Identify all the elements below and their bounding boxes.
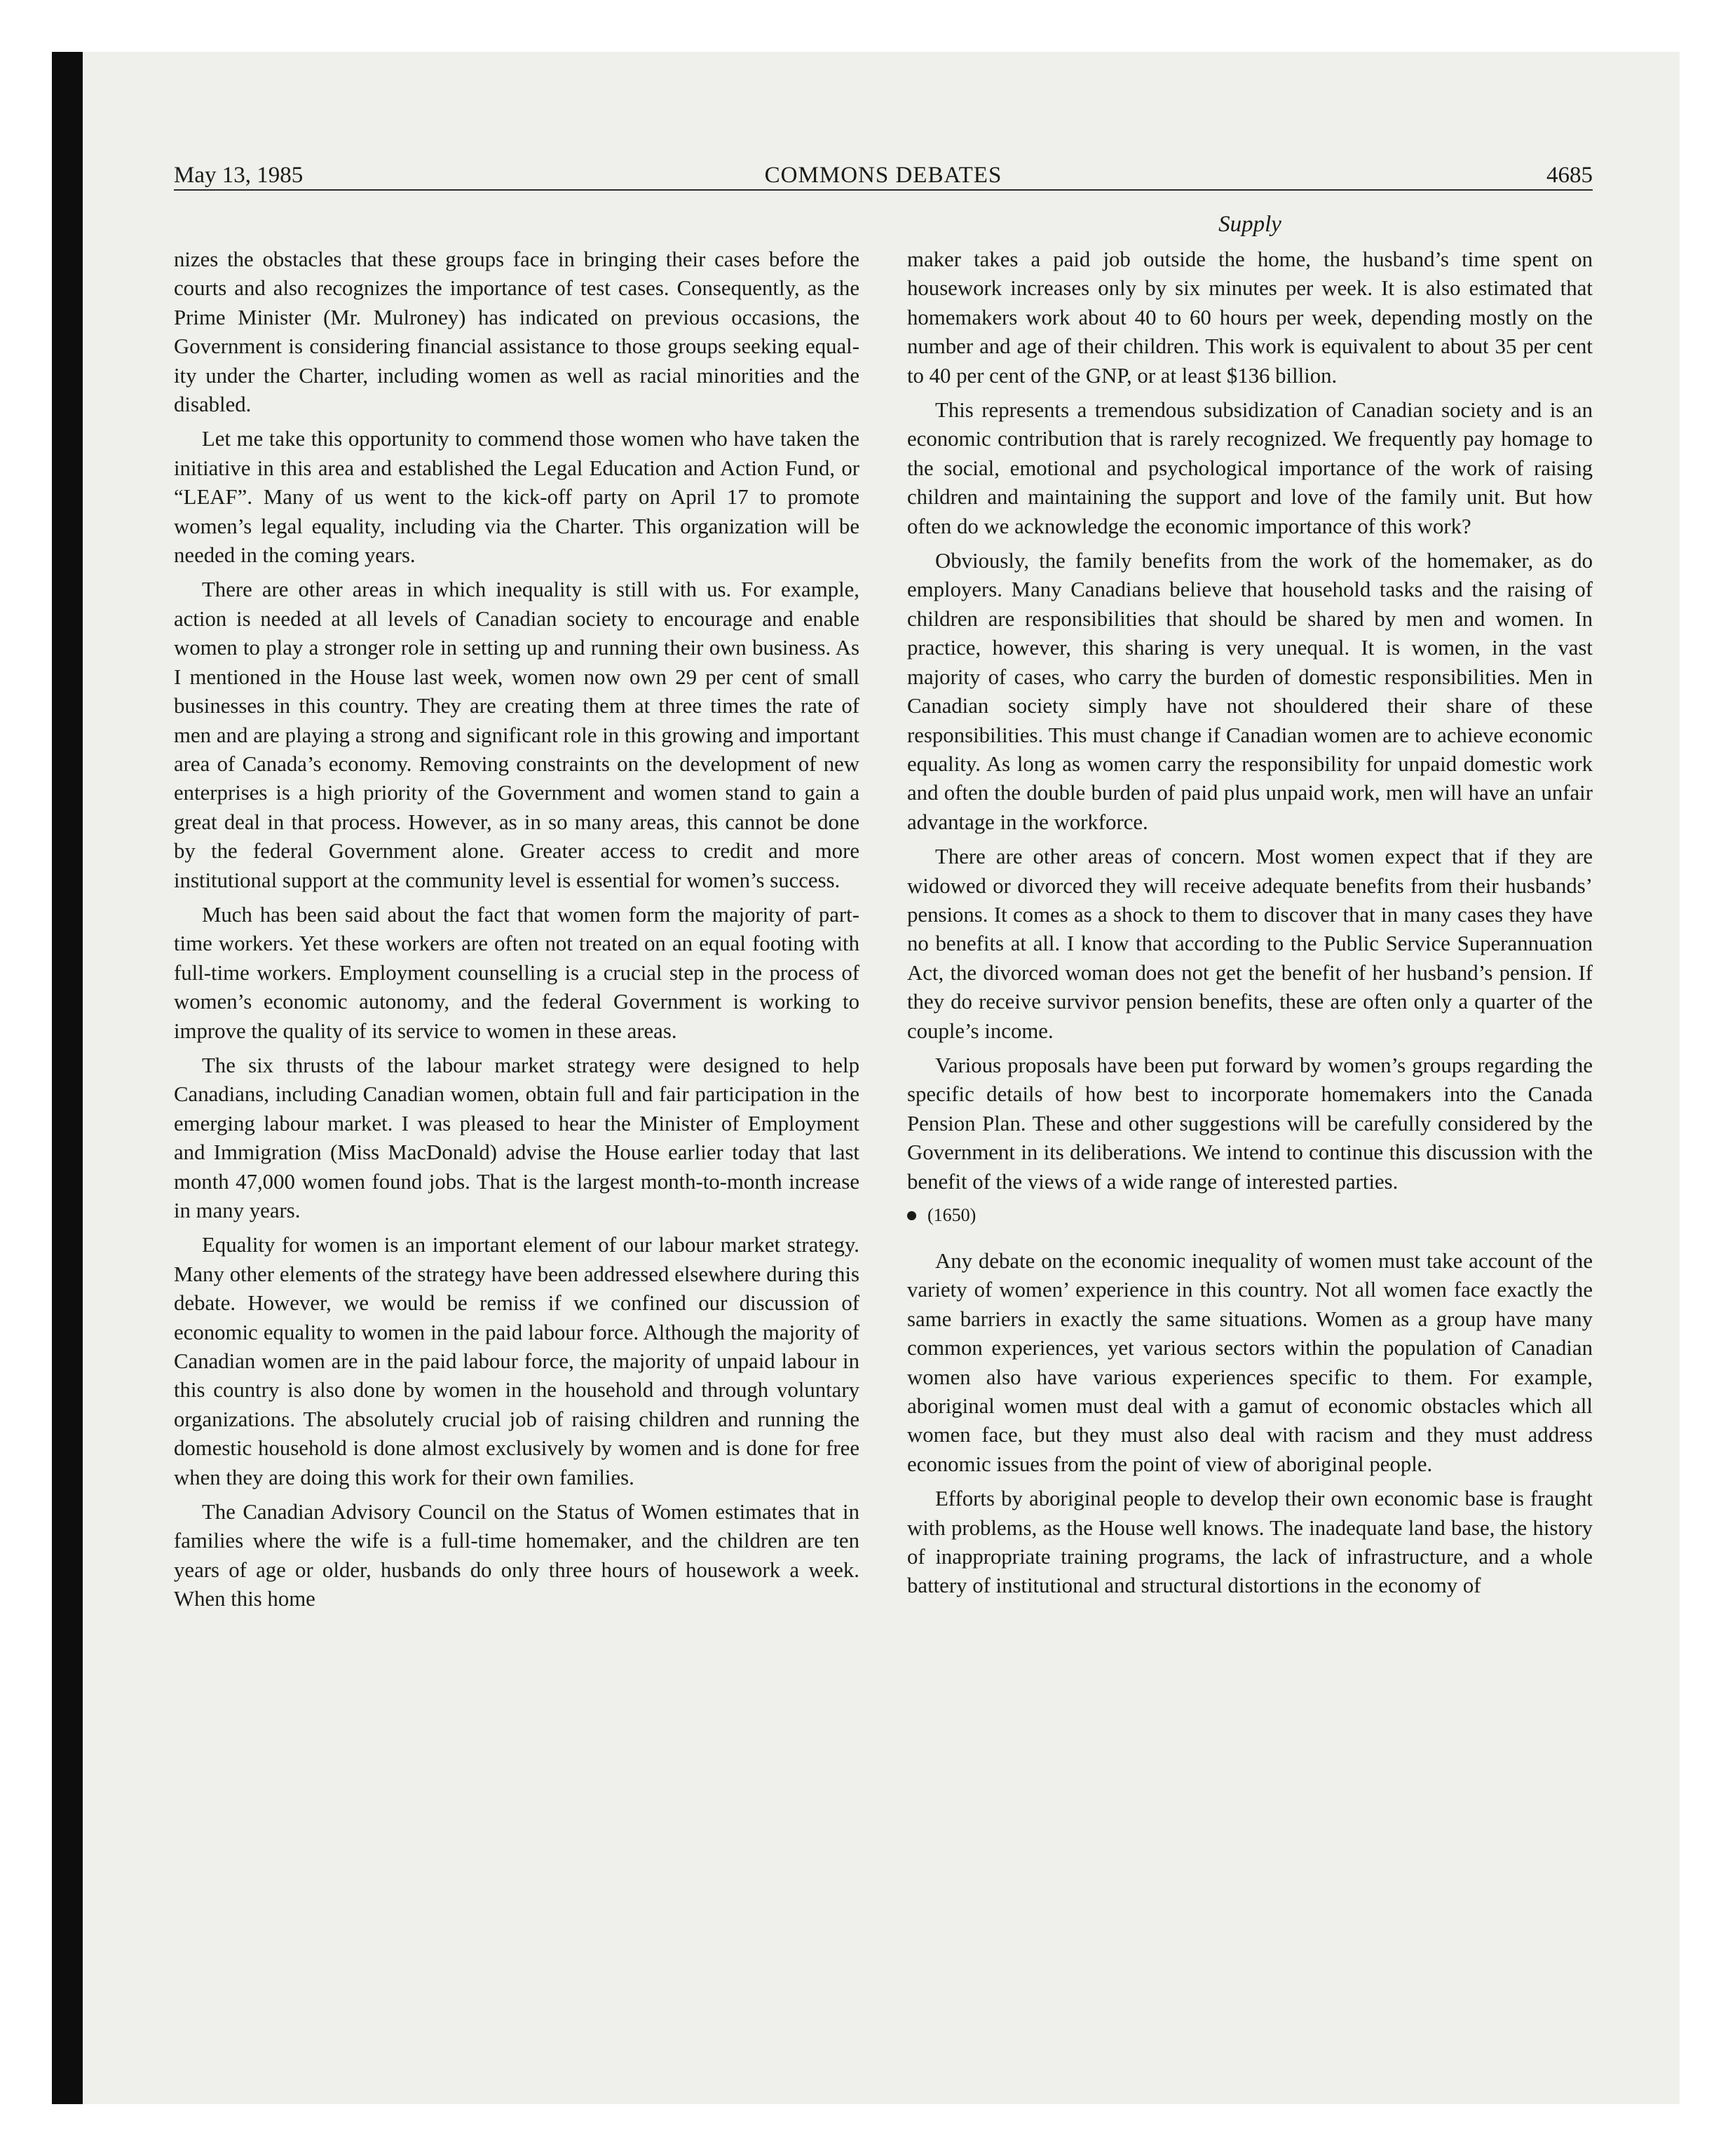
paragraph: There are other areas of concern. Most women expect that if they are widowed or divorced they will receive adequate benefits from their husbands’ pensions. It comes as a shock to them to discover that in many cases they have no benefits at all. I know that according to the Public Service Superannuation Act, the divorced woman does not get the benefit of her husband’s pension. If they do receive survivor pension benefits, these are often only a quarter of the couple’s income. <box>907 845 1593 1043</box>
paragraph: The Canadian Advisory Council on the Status of Women estimates that in families where the wife is a full-time homemaker, and the children are ten years of age or older, husbands do only three hours of housework a week. When this home <box>174 1500 859 1611</box>
page-header <box>174 158 1593 192</box>
right-column <box>907 245 1593 1606</box>
bullet-icon <box>907 1211 916 1220</box>
paragraph: This represents a tremendous subsidization of Canadian society and is an economic contribution that is rarely recognized. We frequently pay homage to the social, emotional and psychological importance of the work of raising children and maintaining the support and love of the family unit. But how often do we acknowledge the economic importance of this work? <box>907 398 1593 538</box>
paragraph: The six thrusts of the labour market strategy were designed to help Canadians, including Canadian women, obtain full and fair participation in the emerging labour market. I was pleased to hear the Minister of Employment and Immigration (Miss MacDonald) advise the House earlier today that last month 47,000 women found jobs. That is the largest month-to-month increase in many years. <box>174 1053 859 1222</box>
paragraph: Obviously, the family benefits from the work of the homemaker, as do employers. Many Canadians believe that household tasks and the raising of children are responsibilities that should be shared by men and women. In practice, however, this sharing is very unequal. It is women, in the vast majority of cases, who carry the burden of domestic responsibilities. Men in Canadian society simply have not shouldered their share of these responsibilities. This must change if Canadian women are to achieve economic equality. As long as women carry the responsibility for unpaid domestic work and often the double burden of paid plus unpaid work, men will have an unfair advantage in the workforce. <box>907 549 1593 834</box>
paragraph: Much has been said about the fact that women form the majority of part-time workers. Yet these workers are often not treated on an equal footing with full-time workers. Employment counselling is a crucial step in the process of women’s economic autonomy, and the federal Government is working to improve the quality of its service to women in these areas. <box>174 902 859 1043</box>
paragraph: Equality for women is an important element of our labour market strategy. Many other elements of the strategy have been addressed elsewhere during this debate. However, we would be remiss if we confined our discussion of economic equality to women in the paid labour force. Although the majority of Canadian women are in the paid labour force, the majority of unpaid labour in this country is also done by women in the household and through voluntary organizations. The absolutely crucial job of raising children and running the domestic household is done almost exclusively by women and is done for free when they are doing this work for their own families. <box>174 1233 859 1489</box>
scan-edge-shadow <box>52 52 83 2104</box>
page-number: 4685 <box>1546 163 1593 188</box>
paragraph: Various proposals have been put forward by women’s groups regarding the specific details of how best to incorporate homemakers into the Canada Pension Plan. These and other suggestions will be carefully considered by the Government in its deliberations. We intend to continue this discussion with the benefit of the views of a wide range of interested parties. <box>907 1053 1593 1194</box>
time-marker-label: (1650) <box>927 1205 977 1225</box>
paragraph: There are other areas in which inequality is still with us. For example, action is needed at all levels of Canadian society to encourage and enable women to play a stronger role in setting up and running their own business. As I mentioned in the House last week, women now own 29 per cent of small businesses in this country. They are creating them at three times the rate of men and are playing a strong and significant role in this growing and important area of Canada’s economy. Removing constraints on the development of new enterprises is a high priority of the Government and women stand to gain a great deal in that process. However, as in so many areas, this cannot be done by the federal Government alone. Greater access to credit and more institutional support at the community level is essential for women’s success. <box>174 578 859 892</box>
header-rule <box>174 189 1593 191</box>
paragraph: maker takes a paid job outside the home, the husband’s time spent on housework increases only by six minutes per week. It is also estimated that homemakers work about 40 to 60 hours per week, depending mostly on the number and age of their children. This work is equivalent to about 35 per cent to 40 per cent of the GNP, or at least $136 billion. <box>907 247 1593 388</box>
header-date: May 13, 1985 <box>174 163 304 188</box>
paragraph: nizes the obstacles that these groups face in bringing their cases before the courts and also recognizes the importance of test cases. Consequently, as the Prime Minister (Mr. Mulroney) has indicated on previous occasions, the Government is considering financial assistance to those groups seeking equality under the Charter, including women as well as racial minorities and the disabled. <box>174 247 859 417</box>
paragraph: Any debate on the economic inequality of women must take account of the variety of women’ experience in this country. Not all women face exactly the same barriers in exactly the same situations. Women as a group have many common experiences, yet various sectors within the population of Canadian women also have various experiences specific to them. For example, aboriginal women must deal with a gamut of economic obstacles which all women face, but they must also deal with racism and they must address economic issues from the point of view of aboriginal people. <box>907 1249 1593 1476</box>
paragraph: Let me take this opportunity to commend those women who have taken the initiative in this area and established the Legal Education and Action Fund, or “LEAF”. Many of us went to the kick-off party on April 17 to promote women’s legal equality, including via the Charter. This organization will be needed in the coming years. <box>174 427 859 568</box>
running-head: Supply <box>1218 212 1281 237</box>
time-marker <box>907 1203 1593 1227</box>
header-title: COMMONS DEBATES <box>764 163 1002 188</box>
left-column <box>174 245 859 1620</box>
paragraph: Efforts by aboriginal people to develop their own economic base is fraught with problems, as the House well knows. The inadequate land base, the history of inappropriate training programs, the lack of infrastructure, and a whole battery of institutional and structural distortions in the economy of <box>907 1487 1593 1598</box>
